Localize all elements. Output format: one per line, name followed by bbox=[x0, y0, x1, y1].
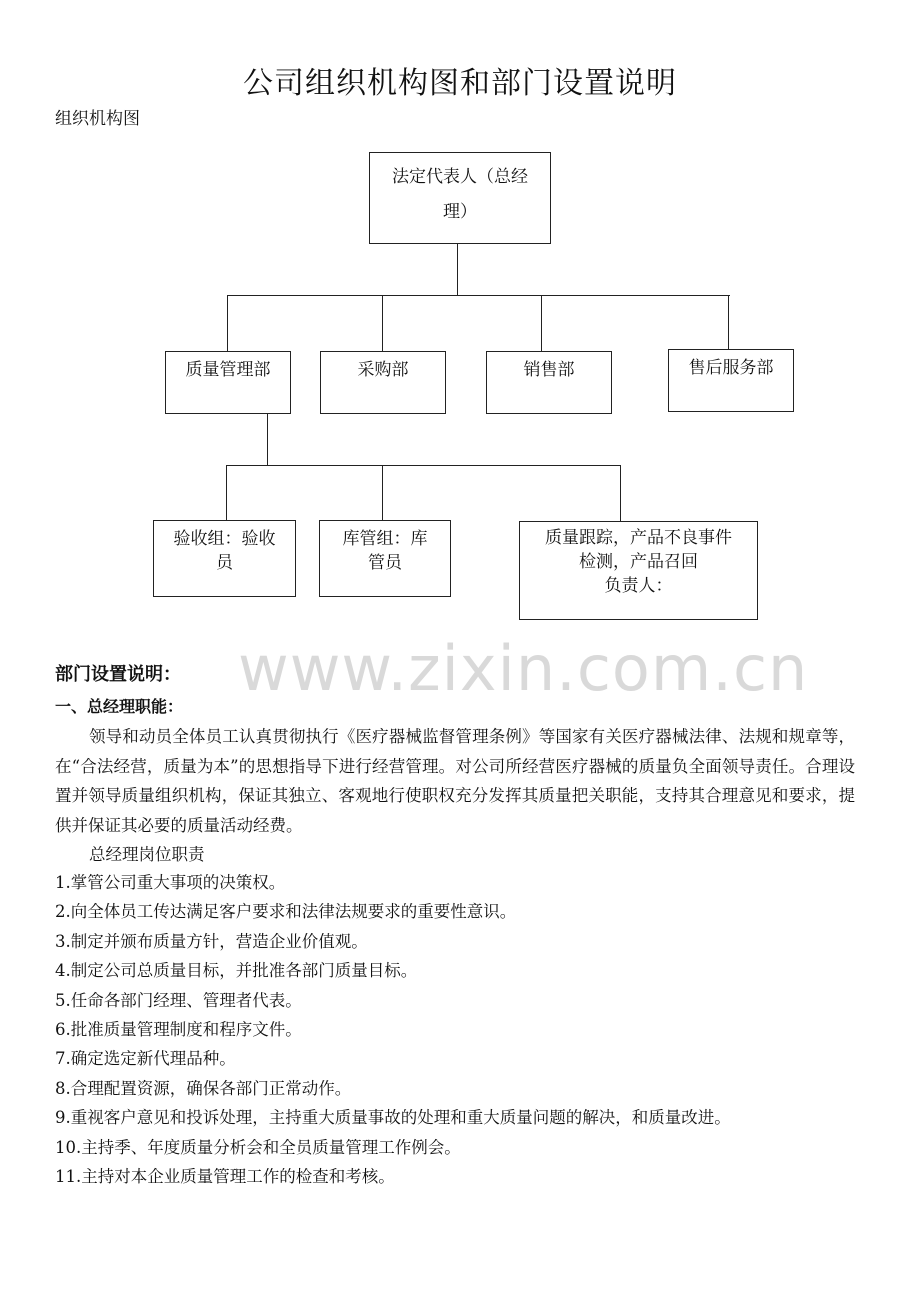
list-item: 10.主持季、年度质量分析会和全员质量管理工作例会。 bbox=[55, 1137, 461, 1157]
list-item: 6.批准质量管理制度和程序文件。 bbox=[55, 1020, 302, 1040]
org-node-text-line: 员 bbox=[216, 553, 233, 573]
connector-line bbox=[227, 295, 228, 351]
connector-line bbox=[267, 414, 268, 466]
org-node-purchasing bbox=[320, 351, 446, 414]
section-title: 部门设置说明： bbox=[55, 664, 181, 685]
org-node-text-line: 理） bbox=[443, 202, 477, 222]
org-node-sales bbox=[486, 351, 612, 414]
org-node-text-line: 库管组：库 bbox=[342, 529, 428, 549]
org-node-text-line: 质量跟踪，产品不良事件 bbox=[545, 528, 732, 548]
org-node-warehouse-group bbox=[319, 520, 451, 597]
org-node-legal-representative bbox=[369, 152, 551, 244]
connector-line bbox=[382, 295, 383, 351]
org-node-after-sales bbox=[668, 349, 794, 412]
org-node-inspection-group bbox=[153, 520, 296, 597]
org-node-text-line: 验收组：验收 bbox=[173, 529, 276, 549]
org-chart-label: 组织机构图 bbox=[55, 109, 140, 129]
org-node-quality-management bbox=[165, 351, 291, 414]
list-item: 7.确定选定新代理品种。 bbox=[55, 1049, 236, 1069]
org-node-text-line: 采购部 bbox=[357, 360, 409, 380]
responsibilities-heading: 总经理岗位职责 bbox=[89, 845, 205, 864]
org-node-text-line: 管员 bbox=[368, 553, 402, 573]
connector-line bbox=[226, 465, 621, 466]
connector-line bbox=[728, 295, 729, 351]
org-node-text-line: 法定代表人（总经 bbox=[392, 167, 528, 187]
watermark: www.zixin.com.cn bbox=[238, 632, 809, 705]
connector-line bbox=[620, 465, 621, 521]
subsection-title: 一、总经理职能： bbox=[55, 697, 184, 716]
list-item: 5.任命各部门经理、管理者代表。 bbox=[55, 990, 302, 1010]
org-node-text-line: 售后服务部 bbox=[688, 358, 774, 378]
connector-line bbox=[227, 295, 730, 296]
list-item: 8.合理配置资源，确保各部门正常动作。 bbox=[55, 1078, 352, 1098]
connector-line bbox=[541, 295, 542, 351]
list-item: 4.制定公司总质量目标，并批准各部门质量目标。 bbox=[55, 961, 418, 981]
org-node-quality-tracking bbox=[519, 521, 758, 620]
list-item: 2.向全体员工传达满足客户要求和法律法规要求的重要性意识。 bbox=[55, 902, 517, 922]
document-title: 公司组织机构图和部门设置说明 bbox=[243, 66, 677, 101]
org-node-text-line: 负责人： bbox=[604, 576, 673, 596]
list-item: 9.重视客户意见和投诉处理，主持重大质量事故的处理和重大质量问题的解决，和质量改进。 bbox=[55, 1108, 731, 1128]
list-item: 11.主持对本企业质量管理工作的检查和考核。 bbox=[55, 1167, 395, 1187]
body-paragraph: 领导和动员全体员工认真贯彻执行《医疗器械监督管理条例》等国家有关医疗器械法律、法规和规章等，在“合法经营，质量为本”的思想指导下进行经营管理。对公司所经营医疗器械的质量负全面领导责任。合理设置并领导质量组织机构，保证其独立、客观地行使职权充分发挥其质量把关职能，支持其合理意见和要求，提供并保证其必要的质量活动经费。 bbox=[55, 727, 855, 835]
org-node-text-line: 质量管理部 bbox=[185, 360, 271, 380]
list-item: 1.掌管公司重大事项的决策权。 bbox=[55, 873, 286, 892]
connector-line bbox=[457, 244, 458, 296]
org-node-text-line: 销售部 bbox=[523, 360, 575, 380]
connector-line bbox=[382, 465, 383, 520]
org-node-text-line: 检测，产品召回 bbox=[579, 552, 698, 572]
connector-line bbox=[226, 465, 227, 520]
list-item: 3.制定并颁布质量方针，营造企业价值观。 bbox=[55, 931, 368, 951]
responsibilities-list bbox=[55, 868, 731, 1191]
